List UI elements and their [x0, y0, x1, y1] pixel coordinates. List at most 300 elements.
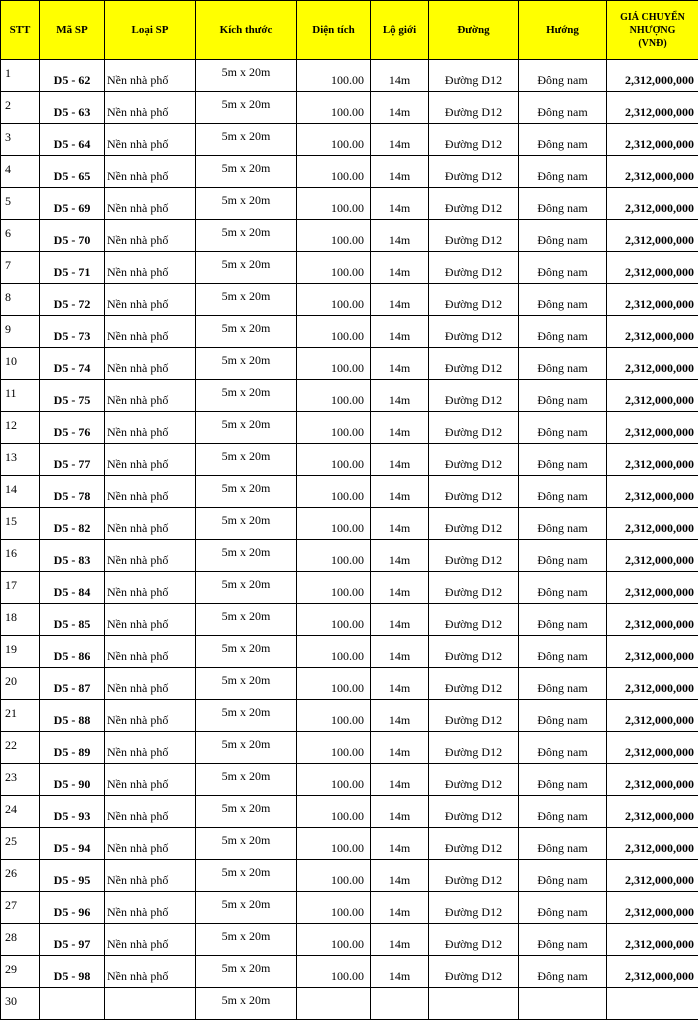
cell-lo-gioi-text: 14m: [371, 105, 428, 120]
cell-loai-sp-text: Nền nhà phố: [107, 777, 168, 792]
cell-lo-gioi: [371, 668, 429, 700]
cell-duong: [429, 348, 519, 380]
cell-duong-text: Đường D12: [429, 233, 518, 248]
cell-duong-text: Đường D12: [429, 777, 518, 792]
cell-huong-text: Đông nam: [519, 841, 606, 856]
cell-gia: [607, 828, 698, 860]
cell-lo-gioi-text: 14m: [371, 681, 428, 696]
cell-dien-tich: [297, 572, 371, 604]
cell-duong-text: Đường D12: [429, 809, 518, 824]
table-row: [1, 284, 698, 316]
cell-huong-text: Đông nam: [519, 297, 606, 312]
cell-huong-text: Đông nam: [519, 521, 606, 536]
cell-huong: [519, 540, 607, 572]
cell-loai-sp: [105, 572, 196, 604]
table-row: [1, 540, 698, 572]
cell-gia: [607, 604, 698, 636]
cell-lo-gioi-text: 14m: [371, 233, 428, 248]
cell-ma-sp: [40, 924, 105, 956]
cell-ma-sp-text: D5 - 88: [40, 713, 104, 728]
cell-lo-gioi-text: 14m: [371, 841, 428, 856]
table-row: [1, 444, 698, 476]
cell-gia-text: 2,312,000,000: [625, 329, 694, 344]
cell-loai-sp: [105, 252, 196, 284]
cell-loai-sp: [105, 444, 196, 476]
cell-dien-tich-text: 100.00: [331, 457, 364, 472]
cell-loai-sp: [105, 892, 196, 924]
cell-stt-text: 20: [5, 674, 17, 689]
cell-huong-text: Đông nam: [519, 585, 606, 600]
cell-duong-text: Đường D12: [429, 713, 518, 728]
cell-ma-sp-text: D5 - 75: [40, 393, 104, 408]
cell-huong: [519, 764, 607, 796]
cell-lo-gioi: [371, 732, 429, 764]
cell-kich-thuoc: [196, 252, 297, 284]
cell-gia-text: 2,312,000,000: [625, 905, 694, 920]
cell-ma-sp-text: D5 - 82: [40, 521, 104, 536]
cell-loai-sp-text: Nền nhà phố: [107, 393, 168, 408]
cell-duong: [429, 380, 519, 412]
cell-duong-text: Đường D12: [429, 937, 518, 952]
cell-loai-sp-text: Nền nhà phố: [107, 873, 168, 888]
cell-loai-sp-text: Nền nhà phố: [107, 201, 168, 216]
cell-ma-sp-text: D5 - 87: [40, 681, 104, 696]
cell-duong: [429, 284, 519, 316]
cell-huong: [519, 316, 607, 348]
cell-huong-text: Đông nam: [519, 777, 606, 792]
header-gia-line3: (VNĐ): [607, 37, 698, 50]
table-row: [1, 348, 698, 380]
cell-loai-sp-text: Nền nhà phố: [107, 969, 168, 984]
cell-dien-tich-text: 100.00: [331, 329, 364, 344]
cell-dien-tich: [297, 956, 371, 988]
cell-stt: [1, 412, 40, 444]
cell-duong: [429, 732, 519, 764]
cell-kich-thuoc-text: 5m x 20m: [196, 481, 296, 496]
cell-huong: [519, 124, 607, 156]
cell-stt: [1, 700, 40, 732]
cell-lo-gioi-text: 14m: [371, 265, 428, 280]
header-row: [1, 1, 698, 60]
cell-dien-tich: [297, 220, 371, 252]
cell-duong-text: Đường D12: [429, 265, 518, 280]
cell-ma-sp-text: D5 - 77: [40, 457, 104, 472]
cell-kich-thuoc: [196, 988, 297, 1020]
cell-duong-text: Đường D12: [429, 457, 518, 472]
cell-stt-text: 6: [5, 226, 11, 241]
cell-duong-text: Đường D12: [429, 105, 518, 120]
cell-duong-text: Đường D12: [429, 393, 518, 408]
cell-lo-gioi: [371, 988, 429, 1020]
cell-ma-sp: [40, 444, 105, 476]
cell-lo-gioi: [371, 540, 429, 572]
cell-loai-sp: [105, 124, 196, 156]
cell-gia: [607, 572, 698, 604]
cell-dien-tich-text: 100.00: [331, 553, 364, 568]
cell-kich-thuoc-text: 5m x 20m: [196, 289, 296, 304]
cell-gia-text: 2,312,000,000: [625, 969, 694, 984]
cell-huong-text: Đông nam: [519, 393, 606, 408]
cell-duong-text: Đường D12: [429, 905, 518, 920]
cell-dien-tich-text: 100.00: [331, 297, 364, 312]
cell-kich-thuoc: [196, 60, 297, 92]
cell-huong-text: Đông nam: [519, 137, 606, 152]
cell-duong-text: Đường D12: [429, 169, 518, 184]
header-gia-line2: NHƯỢNG: [607, 24, 698, 37]
cell-gia: [607, 316, 698, 348]
table-row: [1, 732, 698, 764]
cell-dien-tich: [297, 124, 371, 156]
cell-huong-text: Đông nam: [519, 265, 606, 280]
cell-ma-sp: [40, 92, 105, 124]
cell-stt-text: 7: [5, 258, 11, 273]
cell-lo-gioi: [371, 572, 429, 604]
header-gia-chuyen-nhuong: [607, 1, 698, 60]
header-gia-line1: GIÁ CHUYỂN: [607, 11, 698, 24]
cell-duong: [429, 828, 519, 860]
cell-gia: [607, 540, 698, 572]
cell-dien-tich: [297, 892, 371, 924]
cell-loai-sp: [105, 476, 196, 508]
cell-gia: [607, 476, 698, 508]
cell-ma-sp: [40, 476, 105, 508]
cell-ma-sp: [40, 796, 105, 828]
cell-ma-sp: [40, 348, 105, 380]
cell-lo-gioi-text: 14m: [371, 777, 428, 792]
cell-gia-text: 2,312,000,000: [625, 649, 694, 664]
cell-dien-tich: [297, 732, 371, 764]
cell-gia-text: 2,312,000,000: [625, 105, 694, 120]
cell-lo-gioi: [371, 860, 429, 892]
cell-gia-text: 2,312,000,000: [625, 841, 694, 856]
cell-dien-tich-text: 100.00: [331, 105, 364, 120]
table-row: [1, 188, 698, 220]
cell-kich-thuoc-text: 5m x 20m: [196, 801, 296, 816]
cell-loai-sp: [105, 220, 196, 252]
cell-stt: [1, 444, 40, 476]
cell-kich-thuoc-text: 5m x 20m: [196, 353, 296, 368]
table-row: [1, 508, 698, 540]
cell-lo-gioi-text: 14m: [371, 137, 428, 152]
cell-kich-thuoc-text: 5m x 20m: [196, 929, 296, 944]
cell-gia-text: 2,312,000,000: [625, 873, 694, 888]
table-row: [1, 412, 698, 444]
cell-kich-thuoc: [196, 924, 297, 956]
cell-stt: [1, 764, 40, 796]
cell-huong: [519, 572, 607, 604]
cell-loai-sp: [105, 60, 196, 92]
cell-stt-text: 17: [5, 578, 17, 593]
cell-duong: [429, 700, 519, 732]
table-row: [1, 380, 698, 412]
cell-ma-sp-text: D5 - 98: [40, 969, 104, 984]
cell-stt: [1, 732, 40, 764]
cell-gia-text: 2,312,000,000: [625, 777, 694, 792]
cell-loai-sp: [105, 732, 196, 764]
cell-dien-tich-text: 100.00: [331, 265, 364, 280]
cell-loai-sp: [105, 508, 196, 540]
cell-ma-sp: [40, 700, 105, 732]
cell-kich-thuoc: [196, 316, 297, 348]
table-row: [1, 604, 698, 636]
cell-ma-sp: [40, 540, 105, 572]
cell-huong-text: Đông nam: [519, 361, 606, 376]
cell-huong: [519, 636, 607, 668]
cell-duong-text: Đường D12: [429, 361, 518, 376]
cell-dien-tich-text: 100.00: [331, 361, 364, 376]
cell-gia: [607, 892, 698, 924]
cell-duong: [429, 988, 519, 1020]
table-row: [1, 700, 698, 732]
cell-huong-text: Đông nam: [519, 713, 606, 728]
cell-lo-gioi-text: 14m: [371, 553, 428, 568]
cell-gia-text: 2,312,000,000: [625, 809, 694, 824]
cell-gia-text: 2,312,000,000: [625, 521, 694, 536]
cell-kich-thuoc: [196, 508, 297, 540]
cell-huong: [519, 60, 607, 92]
cell-kich-thuoc-text: 5m x 20m: [196, 993, 296, 1008]
cell-loai-sp-text: Nền nhà phố: [107, 489, 168, 504]
cell-loai-sp: [105, 412, 196, 444]
cell-ma-sp: [40, 956, 105, 988]
cell-stt: [1, 668, 40, 700]
cell-gia: [607, 508, 698, 540]
cell-lo-gioi: [371, 700, 429, 732]
cell-kich-thuoc: [196, 412, 297, 444]
cell-dien-tich-text: 100.00: [331, 745, 364, 760]
cell-stt-text: 22: [5, 738, 17, 753]
cell-dien-tich: [297, 476, 371, 508]
cell-gia: [607, 796, 698, 828]
cell-huong: [519, 252, 607, 284]
cell-gia: [607, 412, 698, 444]
cell-huong: [519, 444, 607, 476]
cell-lo-gioi-text: 14m: [371, 393, 428, 408]
cell-loai-sp-text: Nền nhà phố: [107, 137, 168, 152]
cell-stt-text: 23: [5, 770, 17, 785]
cell-huong-text: Đông nam: [519, 73, 606, 88]
cell-gia-text: 2,312,000,000: [625, 233, 694, 248]
cell-loai-sp: [105, 860, 196, 892]
cell-kich-thuoc: [196, 572, 297, 604]
cell-huong: [519, 860, 607, 892]
cell-loai-sp: [105, 636, 196, 668]
cell-loai-sp: [105, 604, 196, 636]
cell-lo-gioi-text: 14m: [371, 521, 428, 536]
cell-huong-text: Đông nam: [519, 201, 606, 216]
cell-gia-text: 2,312,000,000: [625, 457, 694, 472]
cell-dien-tich: [297, 796, 371, 828]
cell-duong: [429, 124, 519, 156]
cell-stt: [1, 828, 40, 860]
cell-huong: [519, 348, 607, 380]
cell-lo-gioi-text: 14m: [371, 489, 428, 504]
table-row: [1, 476, 698, 508]
cell-lo-gioi: [371, 124, 429, 156]
cell-dien-tich-text: 100.00: [331, 617, 364, 632]
cell-kich-thuoc: [196, 796, 297, 828]
cell-huong: [519, 476, 607, 508]
cell-dien-tich: [297, 764, 371, 796]
cell-dien-tich-text: 100.00: [331, 393, 364, 408]
cell-duong-text: Đường D12: [429, 329, 518, 344]
cell-lo-gioi: [371, 92, 429, 124]
cell-duong: [429, 668, 519, 700]
cell-loai-sp-text: Nền nhà phố: [107, 233, 168, 248]
cell-loai-sp: [105, 92, 196, 124]
cell-duong: [429, 860, 519, 892]
cell-dien-tich: [297, 604, 371, 636]
cell-gia: [607, 348, 698, 380]
table-row: [1, 828, 698, 860]
cell-kich-thuoc-text: 5m x 20m: [196, 321, 296, 336]
cell-dien-tich-text: 100.00: [331, 905, 364, 920]
cell-duong: [429, 60, 519, 92]
cell-lo-gioi-text: 14m: [371, 873, 428, 888]
cell-dien-tich-text: 100.00: [331, 137, 364, 152]
cell-ma-sp-text: D5 - 63: [40, 105, 104, 120]
cell-stt-text: 18: [5, 610, 17, 625]
cell-kich-thuoc: [196, 220, 297, 252]
cell-duong-text: Đường D12: [429, 841, 518, 856]
cell-lo-gioi: [371, 828, 429, 860]
cell-kich-thuoc: [196, 732, 297, 764]
cell-stt: [1, 508, 40, 540]
cell-dien-tich: [297, 828, 371, 860]
cell-gia-text: 2,312,000,000: [625, 169, 694, 184]
cell-ma-sp: [40, 636, 105, 668]
cell-dien-tich-text: 100.00: [331, 521, 364, 536]
cell-loai-sp-text: Nền nhà phố: [107, 809, 168, 824]
cell-dien-tich-text: 100.00: [331, 649, 364, 664]
cell-loai-sp: [105, 924, 196, 956]
cell-ma-sp-text: D5 - 69: [40, 201, 104, 216]
table-row: [1, 220, 698, 252]
cell-stt: [1, 156, 40, 188]
cell-duong-text: Đường D12: [429, 425, 518, 440]
table-body: [1, 60, 698, 1020]
cell-loai-sp-text: Nền nhà phố: [107, 297, 168, 312]
cell-lo-gioi: [371, 380, 429, 412]
cell-huong: [519, 892, 607, 924]
cell-dien-tich: [297, 860, 371, 892]
cell-dien-tich: [297, 508, 371, 540]
cell-huong: [519, 284, 607, 316]
cell-gia-text: 2,312,000,000: [625, 265, 694, 280]
cell-kich-thuoc: [196, 380, 297, 412]
table-row: [1, 764, 698, 796]
cell-dien-tich: [297, 412, 371, 444]
cell-dien-tich: [297, 988, 371, 1020]
cell-kich-thuoc-text: 5m x 20m: [196, 769, 296, 784]
cell-duong: [429, 476, 519, 508]
cell-gia: [607, 700, 698, 732]
cell-duong: [429, 796, 519, 828]
cell-loai-sp-text: Nền nhà phố: [107, 841, 168, 856]
cell-loai-sp-text: Nền nhà phố: [107, 265, 168, 280]
cell-stt: [1, 284, 40, 316]
cell-stt-text: 5: [5, 194, 11, 209]
cell-kich-thuoc: [196, 604, 297, 636]
cell-kich-thuoc: [196, 956, 297, 988]
cell-huong: [519, 508, 607, 540]
cell-gia: [607, 668, 698, 700]
cell-duong: [429, 188, 519, 220]
cell-gia-text: 2,312,000,000: [625, 297, 694, 312]
cell-stt-text: 24: [5, 802, 17, 817]
cell-stt-text: 9: [5, 322, 11, 337]
cell-lo-gioi-text: 14m: [371, 745, 428, 760]
cell-lo-gioi: [371, 252, 429, 284]
cell-lo-gioi: [371, 764, 429, 796]
cell-duong-text: Đường D12: [429, 745, 518, 760]
cell-lo-gioi-text: 14m: [371, 969, 428, 984]
cell-kich-thuoc-text: 5m x 20m: [196, 161, 296, 176]
cell-gia-text: 2,312,000,000: [625, 585, 694, 600]
cell-kich-thuoc-text: 5m x 20m: [196, 417, 296, 432]
cell-ma-sp-text: D5 - 62: [40, 73, 104, 88]
cell-duong: [429, 220, 519, 252]
cell-duong-text: Đường D12: [429, 681, 518, 696]
cell-stt: [1, 124, 40, 156]
cell-ma-sp: [40, 156, 105, 188]
cell-duong: [429, 540, 519, 572]
cell-dien-tich-text: 100.00: [331, 585, 364, 600]
cell-loai-sp-text: Nền nhà phố: [107, 553, 168, 568]
cell-dien-tich-text: 100.00: [331, 777, 364, 792]
cell-loai-sp-text: Nền nhà phố: [107, 937, 168, 952]
cell-lo-gioi-text: 14m: [371, 201, 428, 216]
cell-dien-tich: [297, 188, 371, 220]
cell-stt-text: 25: [5, 834, 17, 849]
cell-duong-text: Đường D12: [429, 969, 518, 984]
cell-stt-text: 28: [5, 930, 17, 945]
cell-lo-gioi: [371, 316, 429, 348]
cell-lo-gioi: [371, 156, 429, 188]
cell-ma-sp: [40, 572, 105, 604]
cell-loai-sp-text: Nền nhà phố: [107, 905, 168, 920]
cell-huong: [519, 796, 607, 828]
cell-lo-gioi-text: 14m: [371, 617, 428, 632]
cell-loai-sp-text: Nền nhà phố: [107, 425, 168, 440]
cell-duong-text: Đường D12: [429, 489, 518, 504]
cell-lo-gioi: [371, 284, 429, 316]
cell-gia-text: 2,312,000,000: [625, 713, 694, 728]
cell-gia: [607, 924, 698, 956]
cell-lo-gioi-text: 14m: [371, 425, 428, 440]
cell-lo-gioi-text: 14m: [371, 809, 428, 824]
cell-ma-sp-text: D5 - 86: [40, 649, 104, 664]
cell-dien-tich: [297, 924, 371, 956]
cell-loai-sp-text: Nền nhà phố: [107, 329, 168, 344]
cell-ma-sp-text: D5 - 83: [40, 553, 104, 568]
cell-huong-text: Đông nam: [519, 105, 606, 120]
cell-dien-tich: [297, 284, 371, 316]
cell-duong-text: Đường D12: [429, 553, 518, 568]
cell-kich-thuoc: [196, 188, 297, 220]
cell-loai-sp: [105, 828, 196, 860]
cell-ma-sp-text: D5 - 73: [40, 329, 104, 344]
cell-stt: [1, 60, 40, 92]
cell-kich-thuoc-text: 5m x 20m: [196, 513, 296, 528]
table-row: [1, 156, 698, 188]
cell-ma-sp: [40, 988, 105, 1020]
cell-gia-text: 2,312,000,000: [625, 937, 694, 952]
header-loai-sp: Loại SP: [105, 1, 196, 60]
cell-ma-sp: [40, 220, 105, 252]
cell-lo-gioi-text: 14m: [371, 297, 428, 312]
cell-gia: [607, 284, 698, 316]
